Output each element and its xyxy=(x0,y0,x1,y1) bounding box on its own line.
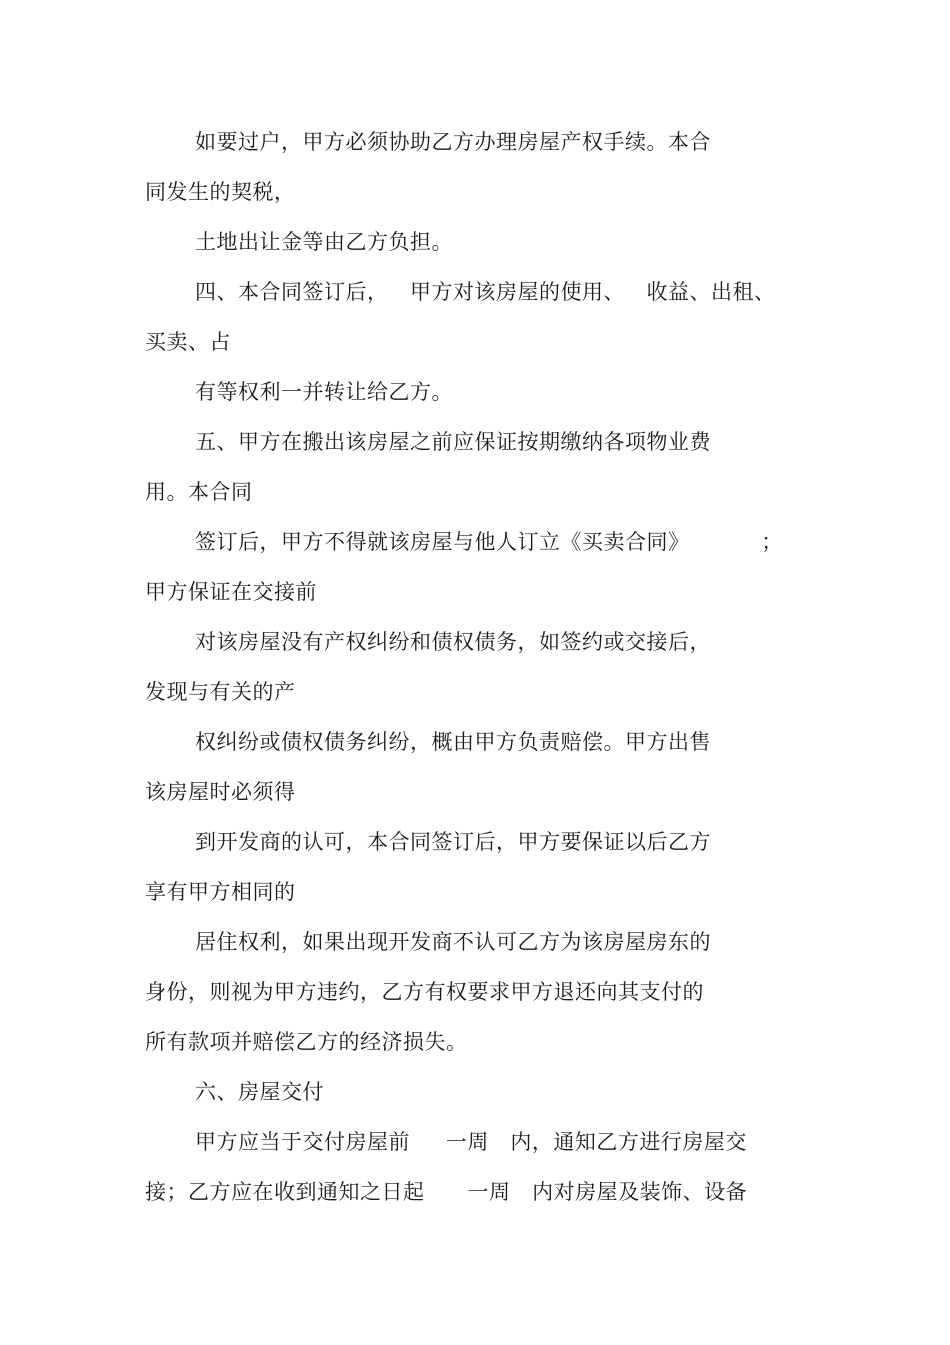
text-line-1: 如要过户，甲方必须协助乙方办理房屋产权手续。本合 xyxy=(195,130,711,154)
text-line-17: 居住权利，如果出现开发商不认可乙方为该房屋房东的 xyxy=(195,930,711,954)
text-line-8: 用。本合同 xyxy=(145,480,253,504)
text-line-21: 甲方应当于交付房屋前 一周 内，通知乙方进行房屋交 xyxy=(195,1130,747,1154)
text-line-4: 四、本合同签订后， 甲方对该房屋的使用、 收益、出租、 xyxy=(195,280,776,304)
text-line-20: 六、房屋交付 xyxy=(195,1080,324,1104)
text-line-9: 签订后，甲方不得就该房屋与他人订立《买卖合同》 ； xyxy=(195,530,783,554)
text-line-10: 甲方保证在交接前 xyxy=(145,580,317,604)
text-line-11: 对该房屋没有产权纠纷和债权债务，如签约或交接后， xyxy=(195,630,711,654)
text-line-7: 五、甲方在搬出该房屋之前应保证按期缴纳各项物业费 xyxy=(195,430,711,454)
text-line-19: 所有款项并赔偿乙方的经济损失。 xyxy=(145,1030,468,1054)
text-line-2: 同发生的契税， xyxy=(145,180,296,204)
text-line-6: 有等权利一并转让给乙方。 xyxy=(195,380,453,404)
text-line-14: 该房屋时必须得 xyxy=(145,780,296,804)
text-line-5: 买卖、占 xyxy=(145,330,231,354)
text-line-22: 接；乙方应在收到通知之日起 一周 内对房屋及装饰、设备 xyxy=(145,1180,748,1204)
text-line-13: 权纠纷或债权债务纠纷，概由甲方负责赔偿。甲方出售 xyxy=(195,730,711,754)
text-line-16: 享有甲方相同的 xyxy=(145,880,296,904)
text-line-15: 到开发商的认可，本合同签订后，甲方要保证以后乙方 xyxy=(195,830,711,854)
text-line-12: 发现与有关的产 xyxy=(145,680,296,704)
text-line-18: 身份，则视为甲方违约，乙方有权要求甲方退还向其支付的 xyxy=(145,980,704,1004)
text-line-3: 土地出让金等由乙方负担。 xyxy=(195,230,453,254)
